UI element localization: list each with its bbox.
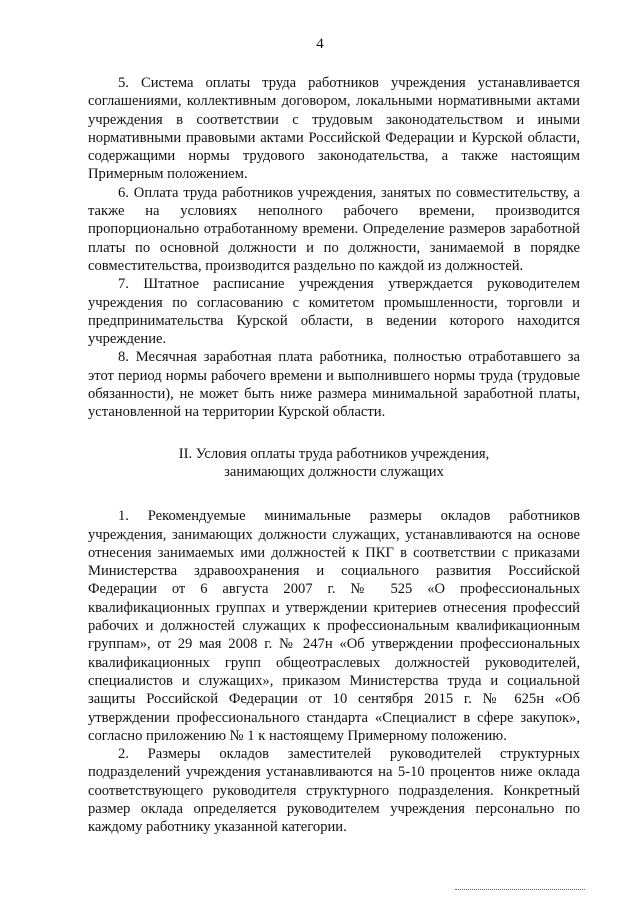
section-heading [88, 445, 580, 482]
section-heading-line-1: II. Условия оплаты труда работников учреждения, [178, 445, 490, 462]
paragraph-8: 8. Месячная заработная плата работника, полностью отработавшего за этот период нормы рабочего времени и выполнившего нормы труда (трудовые обязанности), не может быть ниже размера минимальной заработной платы, установленной на территории Курской области. [88, 349, 580, 421]
section2-paragraph-1: 1. Рекомендуемые минимальные размеры окладов работников учреждения, занимающих должности служащих, устанавливаются на основе отнесения занимаемых ими должностей к ПКГ в соответствии с приказами Министерства здравоохранения и социального развития Российской Федерации от 6 августа 2007 г. № 525 «О профессиональных квалификационных группах и утверждении критериев отнесения профессий рабочих и должностей служащих к профессиональным квалификационным группам», от 29 мая 2008 г. № 247н «Об утверждении профессиональных квалификационных групп общеотраслевых должностей руководителей, специалистов и служащих», приказом Министерства труда и социальной защиты Российской Федерации от 10 сентября 2015 г. № 625н «Об утверждении профессионального стандарта «Специалист в сфере закупок», согласно приложению № 1 к настоящему Примерному положению. [88, 508, 580, 744]
paragraph-5: 5. Система оплаты труда работников учреждения устанавливается соглашениями, коллективным договором, локальными нормативными актами учреждения в соответствии с трудовым законодательством и иными нормативными правовыми актами Российской Федерации и Курской области, содержащими нормы трудового законодательства, а также настоящим Примерным положением. [88, 75, 580, 183]
document-body [88, 74, 580, 837]
section-heading-line-2: занимающих должности служащих [224, 463, 444, 480]
section2-paragraph-2: 2. Размеры окладов заместителей руководителей структурных подразделений учреждения устанавливаются на 5-10 процентов ниже оклада соответствующего руководителя структурного подразделения. Конкретный размер оклада определяется руководителем учреждения персонально по каждому работнику указанной категории. [88, 746, 580, 836]
page-number: 4 [316, 36, 324, 52]
paragraph-6: 6. Оплата труда работников учреждения, занятых по совместительству, а также на условиях неполного рабочего времени, производится пропорционально отработанному времени. Определение размеров заработной платы по основной должности и по должности, занимаемой в порядке совместительства, производится раздельно по каждой из должностей. [88, 184, 580, 274]
paragraph-7: 7. Штатное расписание учреждения утверждается руководителем учреждения по согласованию с комитетом промышленности, торговли и предпринимательства Курской области, в ведении которого находится учреждение. [88, 276, 580, 348]
footer-dotted-line [455, 889, 585, 890]
